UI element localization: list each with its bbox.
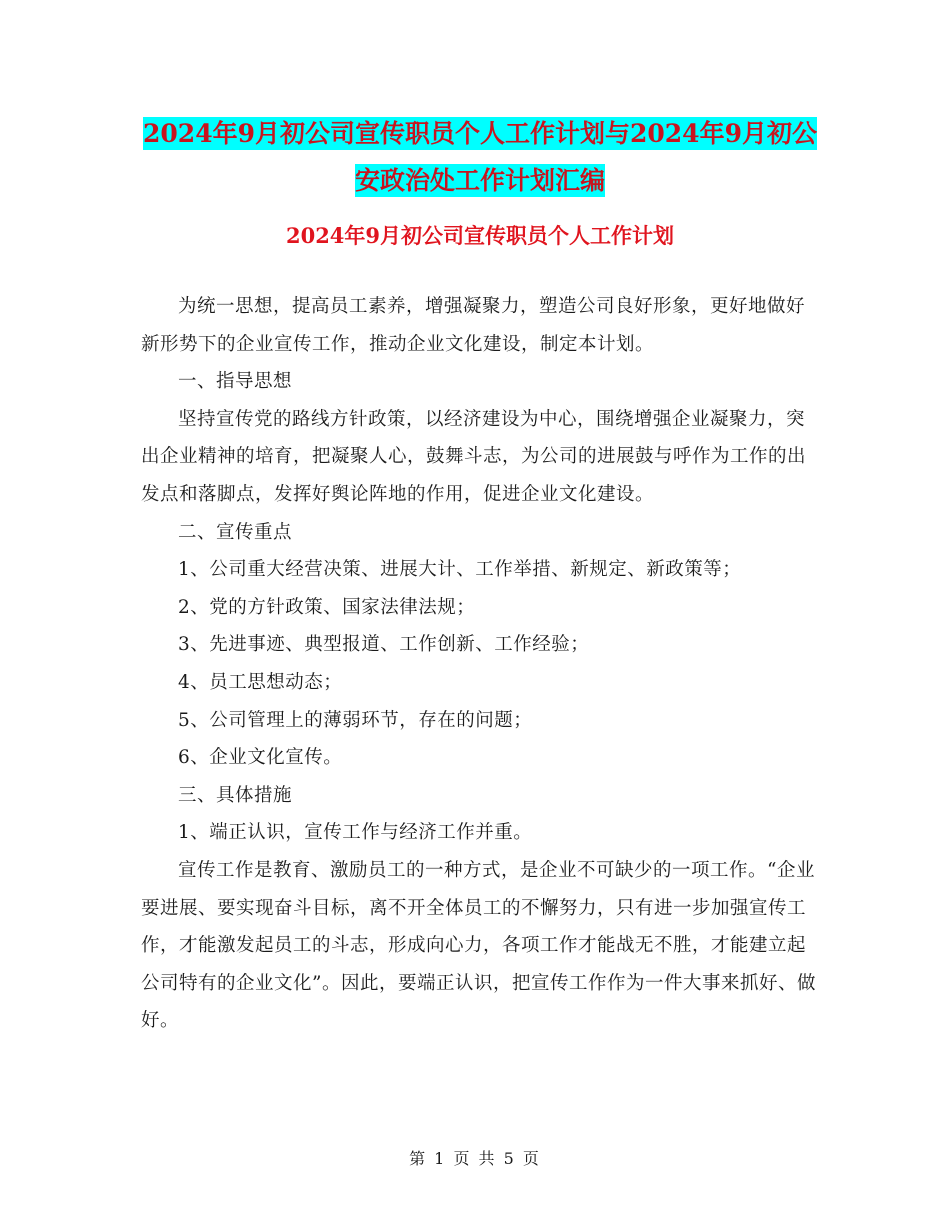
list-item: 1、端正认识，宣传工作与经济工作并重。 <box>178 822 533 844</box>
document-body <box>141 288 821 1040</box>
list-item: 5、公司管理上的薄弱环节，存在的问题； <box>178 709 533 731</box>
paragraph-guiding-ideology: 坚持宣传党的路线方针政策，以经济建设为中心，围绕增强企业凝聚力，突出企业精神的培育，把凝聚人心，鼓舞斗志，为公司的进展鼓与呼作为工作的出发点和落脚点，发挥好舆论阵地的作用，促进企业文化建设。 <box>141 408 807 505</box>
paragraph-intro: 为统一思想，提高员工素养，增强凝聚力，塑造公司良好形象，更好地做好新形势下的企业宣传工作，推动企业文化建设，制定本计划。 <box>141 296 806 355</box>
heading-specific-measures: 三、具体措施 <box>178 784 293 806</box>
list-item: 3、先进事迹、典型报道、工作创新、工作经验； <box>178 634 590 656</box>
heading-publicity-focus: 二、宣传重点 <box>178 521 293 543</box>
list-item: 6、企业文化宣传。 <box>178 747 343 769</box>
heading-guiding-ideology: 一、指导思想 <box>178 371 293 393</box>
document-title <box>140 110 820 204</box>
document-title-highlight: 2024年9月初公司宣传职员个人工作计划与2024年9月初公安政治处工作计划汇编 <box>143 119 817 195</box>
list-item: 1、公司重大经营决策、进展大计、工作举措、新规定、新政策等； <box>178 559 742 581</box>
page-footer: 第 1 页 共 5 页 <box>409 1149 541 1168</box>
list-item: 4、员工思想动态； <box>178 671 343 693</box>
paragraph-measures-detail: 宣传工作是教育、激励员工的一种方式，是企业不可缺少的一项工作。“企业要进展、要实现奋斗目标，离不开全体员工的不懈努力，只有进一步加强宣传工作，才能激发起员工的斗志，形成向心力，各项工作才能战无不胜，才能建立起公司特有的企业文化”。因此，要端正认识，把宣传工作作为一件大事来抓好、做好。 <box>141 859 816 1032</box>
section-title: 2024年9月初公司宣传职员个人工作计划 <box>285 223 675 248</box>
list-item: 2、党的方针政策、国家法律法规； <box>178 596 476 618</box>
